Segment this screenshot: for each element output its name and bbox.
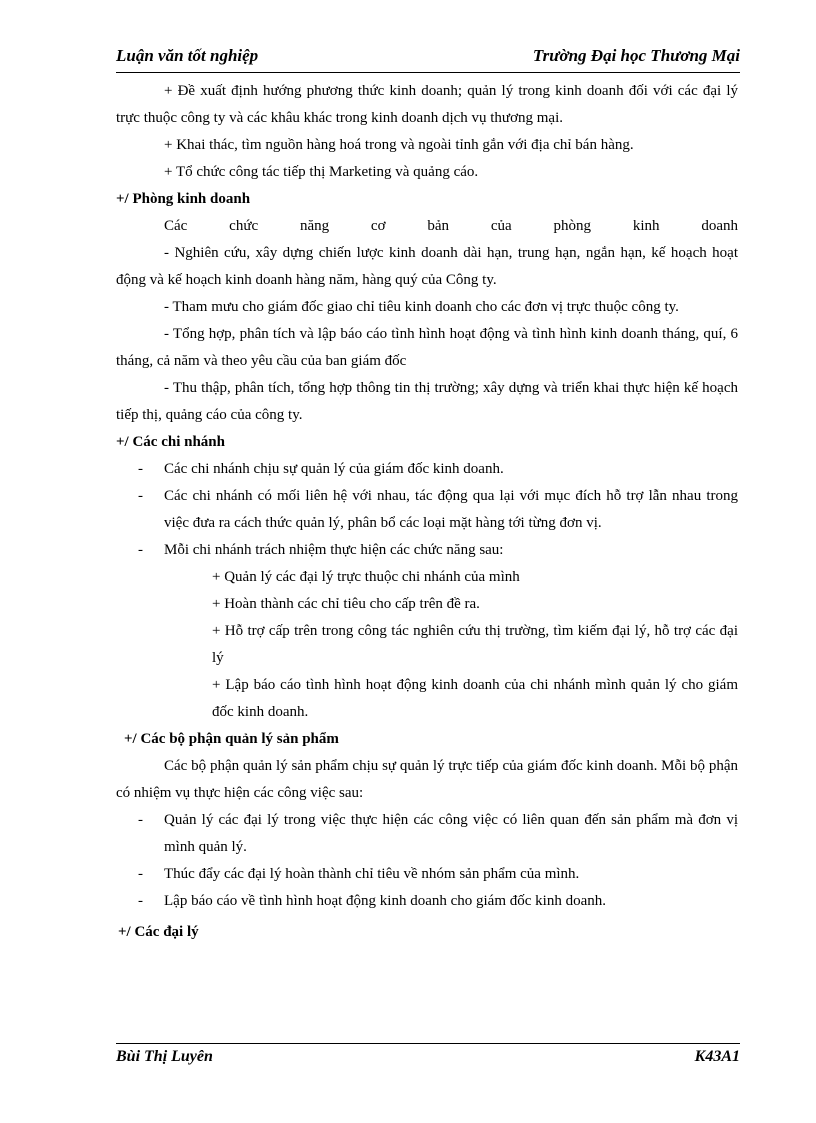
list-item-text: Các chi nhánh có mối liên hệ với nhau, tác động qua lại với mục đích hỗ trợ lẫn nhau trong việc đưa ra cách thức quản lý, phân bổ các loại mặt hàng tới từng đơn vị. (164, 488, 738, 531)
list-item (116, 483, 738, 537)
list-item-text: Các chi nhánh chịu sự quản lý của giám đốc kinh doanh. (164, 461, 504, 477)
paragraph: + Tổ chức công tác tiếp thị Marketing và quảng cáo. (164, 164, 479, 180)
footer-class-code: K43A1 (694, 1048, 740, 1065)
section-heading: +/ Phòng kinh doanh (116, 191, 251, 207)
page-header (116, 46, 740, 73)
page-footer (116, 1043, 740, 1072)
dash-marker: - (138, 461, 143, 477)
paragraph: + Đề xuất định hướng phương thức kinh doanh; quản lý trong kinh doanh đối với các đại lý trực thuộc công ty và các khâu khác trong kinh doanh dịch vụ thương mại. (116, 83, 738, 126)
sub-item: + Hoàn thành các chỉ tiêu cho cấp trên đề ra. (212, 596, 480, 612)
sub-item: + Quản lý các đại lý trực thuộc chi nhánh của mình (212, 569, 520, 585)
list-item-text: Thúc đẩy các đại lý hoàn thành chỉ tiêu về nhóm sản phẩm của mình. (164, 866, 580, 882)
paragraph: - Tham mưu cho giám đốc giao chỉ tiêu kinh doanh cho các đơn vị trực thuộc công ty. (164, 299, 679, 315)
dash-marker: - (138, 893, 143, 909)
header-right-title: Trường Đại học Thương Mại (532, 46, 740, 65)
list-item (116, 861, 738, 888)
section-heading: +/ Các chi nhánh (116, 434, 225, 450)
dash-marker: - (138, 542, 143, 558)
list-item-text: Quản lý các đại lý trong việc thực hiện các công việc có liên quan đến sản phẩm mà đơn vị mình quản lý. (164, 812, 738, 855)
list-item-text: Lập báo cáo về tình hình hoạt động kinh doanh cho giám đốc kinh doanh. (164, 893, 606, 909)
list-item (116, 807, 738, 861)
document-body (116, 78, 738, 946)
footer-author: Bùi Thị Luyên (116, 1048, 213, 1065)
section-heading: +/ Các bộ phận quản lý sản phẩm (124, 731, 339, 747)
sub-item: + Hỗ trợ cấp trên trong công tác nghiên cứu thị trường, tìm kiếm đại lý, hỗ trợ các đại lý (212, 623, 738, 666)
header-left-title: Luận văn tốt nghiệp (116, 46, 259, 65)
list-item (116, 537, 738, 564)
paragraph: - Nghiên cứu, xây dựng chiến lược kinh doanh dài hạn, trung hạn, ngắn hạn, kế hoạch hoạt động và kế hoạch kinh doanh hàng năm, hàng quý của Công ty. (116, 245, 738, 288)
dash-marker: - (138, 866, 143, 882)
paragraph: + Khai thác, tìm nguồn hàng hoá trong và ngoài tỉnh gắn với địa chỉ bán hàng. (164, 137, 634, 153)
dash-marker: - (138, 812, 143, 828)
list-item (116, 456, 738, 483)
list-item (116, 888, 738, 915)
paragraph: - Thu thập, phân tích, tổng hợp thông tin thị trường; xây dựng và triển khai thực hiện kế hoạch tiếp thị, quảng cáo của công ty. (116, 380, 738, 423)
section-heading: +/ Các đại lý (118, 924, 199, 940)
dash-marker: - (138, 488, 143, 504)
sub-item: + Lập báo cáo tình hình hoạt động kinh doanh của chi nhánh mình quản lý cho giám đốc kinh doanh. (212, 677, 738, 720)
paragraph: Các bộ phận quản lý sản phẩm chịu sự quản lý trực tiếp của giám đốc kinh doanh. Mỗi bộ phận có nhiệm vụ thực hiện các công việc sau: (116, 758, 738, 801)
paragraph: Các chức năng cơ bản của phòng kinh doanh (164, 218, 738, 234)
paragraph: - Tổng hợp, phân tích và lập báo cáo tình hình hoạt động và tình hình kinh doanh tháng, quí, 6 tháng, cả năm và theo yêu cầu của ban giám đốc (116, 326, 738, 369)
list-item-text: Mỗi chi nhánh trách nhiệm thực hiện các chức năng sau: (164, 542, 504, 558)
